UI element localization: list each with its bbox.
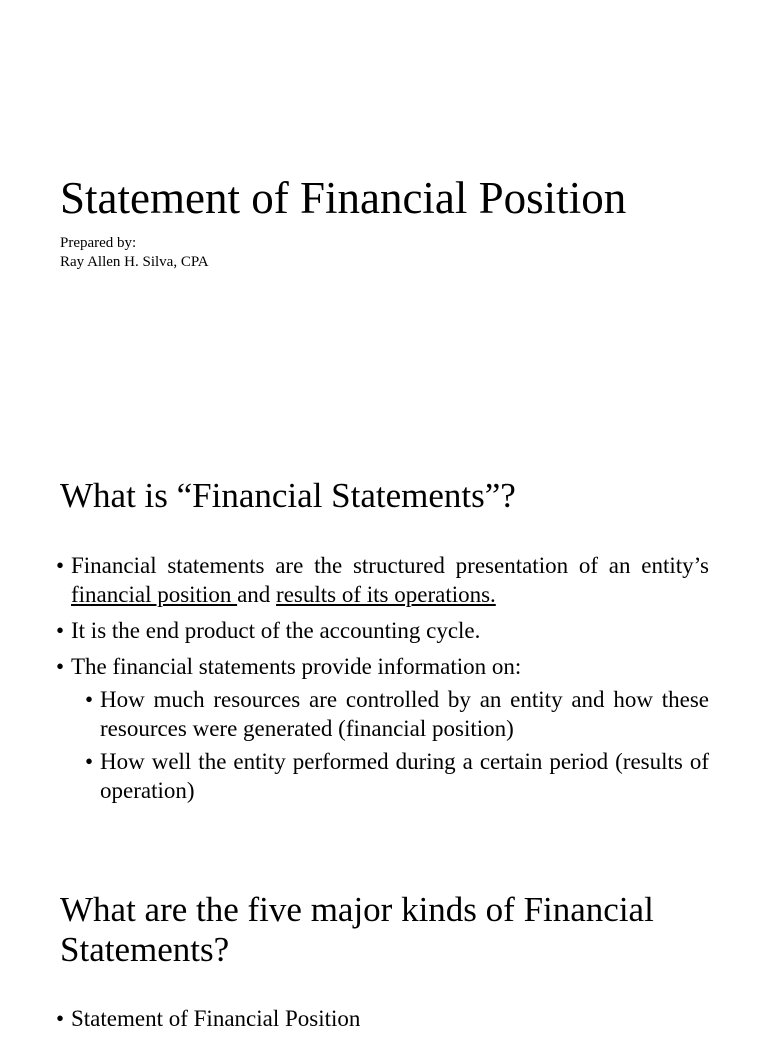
section-heading-what-is: What is “Financial Statements”?	[60, 476, 516, 515]
bullet-text: The financial statements provide information on:	[71, 654, 522, 679]
list-item	[56, 551, 709, 609]
bullet-icon: •	[56, 618, 65, 643]
definition-bullet-list	[56, 551, 709, 809]
bullet-text-mid: and	[237, 582, 277, 607]
section-heading-five-kinds: What are the five major kinds of Financial Statements?	[60, 890, 654, 969]
list-item	[56, 1004, 709, 1033]
byline	[60, 234, 209, 272]
list-item	[56, 616, 709, 645]
bullet-icon: •	[56, 654, 65, 679]
bullet-icon: •	[85, 749, 94, 774]
bullet-text: Statement of Financial Position	[71, 1006, 361, 1031]
underlined-term-results-of-operations: results of its operations.	[276, 582, 496, 607]
bullet-icon: •	[56, 553, 65, 578]
sub-bullet-text: How well the entity performed during a certain period (results of operation)	[100, 749, 709, 803]
underlined-term-financial-position: financial position	[71, 582, 238, 607]
sub-list-item	[85, 685, 709, 743]
prepared-by-label: Prepared by:	[60, 235, 137, 251]
sub-bullet-text: How much resources are controlled by an entity and how these resources were generated (financial position)	[100, 687, 709, 741]
bullet-icon: •	[56, 1006, 65, 1031]
bullet-text-pre: Financial statements are the structured presentation of an entity’s	[71, 553, 709, 578]
kinds-bullet-list	[56, 1004, 709, 1040]
author-name: Ray Allen H. Silva, CPA	[60, 254, 209, 270]
bullet-icon: •	[85, 687, 94, 712]
list-item	[56, 652, 709, 681]
page-title: Statement of Financial Position	[60, 173, 627, 223]
bullet-text: It is the end product of the accounting cycle.	[71, 618, 481, 643]
sub-list-item	[85, 747, 709, 805]
